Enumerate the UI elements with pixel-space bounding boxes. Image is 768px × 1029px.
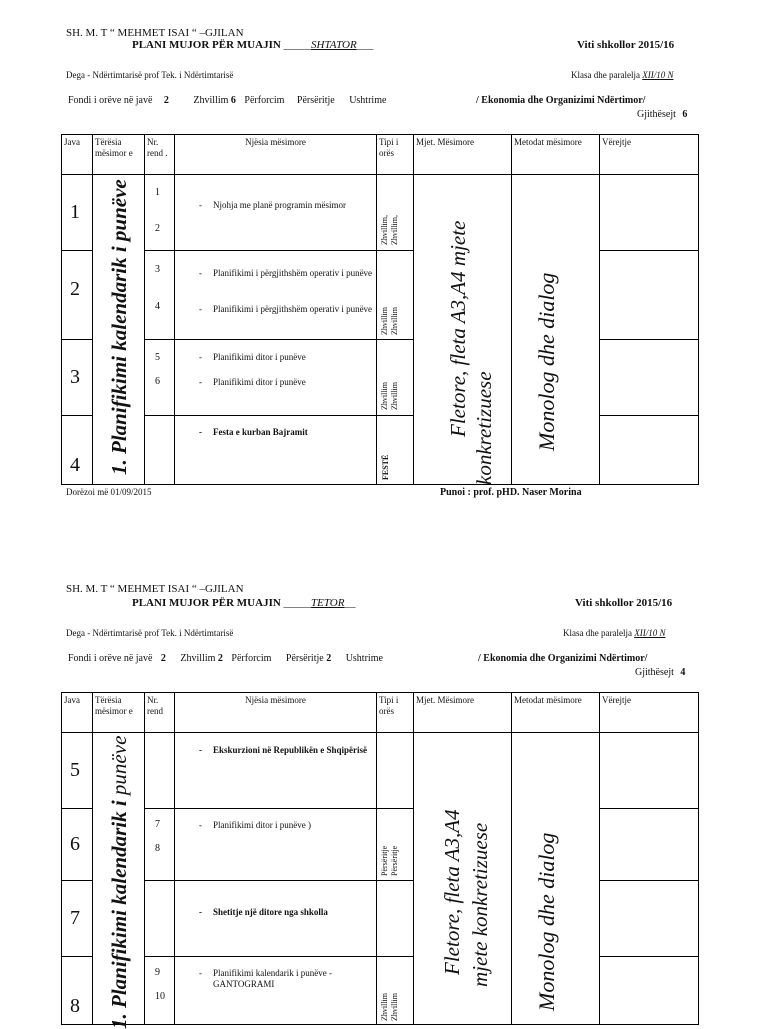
mjet-text-line1: Fletore, fleta A3,A4 mjete [446,220,470,437]
fondi-label: Fondi i orëve në javë [68,95,153,106]
class-label: Klasa dhe paralelja [571,70,640,80]
java-cell [62,251,93,340]
plan-table-1 [61,134,699,485]
table-row [62,251,699,340]
metodat-text: Monolog dhe dialog [534,832,559,1011]
table-header-row [62,135,699,175]
nr-cell [145,957,175,1025]
class-label: Klasa dhe paralelja [563,628,632,638]
table-row [62,957,699,1025]
tipi-cell [377,340,414,416]
department: Dega - Ndërtimtarisë prof Tek. i Ndërtimtarisë [66,628,234,638]
verejtje-cell [600,733,699,809]
subject-name: / Ekonomia dhe Organizimi Ndërtimor/ [476,95,646,106]
fondi-value: 2 [163,95,169,106]
tipi-text: Zhvillim [390,307,399,335]
njesia-cell [175,416,377,485]
month-post: __ [344,597,356,609]
njesia-text: Ekskurzioni në Republikën e Shqipërisë [213,745,368,755]
nr-value: 6 [155,376,160,387]
verejtje-cell [600,340,699,416]
header-nr: Nr. rend . [145,135,175,175]
footer-submitted: Dorëzoi më 01/09/2015 [66,487,152,497]
month-pre: _____ [283,39,312,51]
njesia-text: Planifikimi i përgjithshëm operativ i punëve [213,304,373,314]
nr-cell [145,251,175,340]
mjet-cell [414,733,512,1025]
header-mjet: Mjet. Mësimore [414,135,512,175]
njesia-item: - Ekskurzioni në Republikën e Shqipërisë [199,745,368,755]
java-number: 2 [70,278,80,300]
total-hours [635,667,685,678]
tipi-text: Zhvillim [380,307,389,335]
njesia-item: - Planifikimi ditor i punëve [199,352,306,362]
tipi-text: Zhvillim [390,993,399,1021]
njesia-cell [175,881,377,957]
total-label: Gjithësejt [635,667,674,678]
header-tipi: Tipi i orës [377,135,414,175]
class-info [563,628,665,638]
teresia-cell [93,175,145,485]
nr-cell [145,881,175,957]
njesia-item: - Shetitje një ditore nga shkolla [199,907,328,917]
mjet-cell [414,175,512,485]
njesia-item: - Planifikimi kalendarik i punëve - GANTOGRAMI [199,968,332,989]
teresia-text-italic: punëve [107,735,131,796]
nr-value: 7 [155,819,160,830]
total-value: 6 [682,109,688,120]
nr-cell [145,416,175,485]
njesia-text: Shetitje një ditore nga shkolla [213,907,328,917]
njesia-text: Planifikimi ditor i punëve [213,352,306,362]
nr-cell [145,809,175,881]
java-number: 6 [70,833,80,855]
tipi-cell [377,957,414,1025]
tipi-text: Zhvillim, [380,215,389,245]
plan-title [132,597,355,609]
njesia-text: Njohja me planë programin mësimor [213,200,346,210]
department: Dega - Ndërtimtarisë prof Tek. i Ndërtimtarisë [66,70,234,80]
plan-title-prefix: PLANI MUJOR PËR MUAJIN [132,39,281,51]
mjet-text-line2: mjete konkretizuese [468,822,492,987]
table-row [62,416,699,485]
tipi-text: FESTË [381,454,390,480]
java-number: 3 [70,366,80,388]
java-cell [62,175,93,251]
njesia-cell [175,957,377,1025]
tipi-text: Përsëritje [380,845,389,876]
tipi-cell [377,175,414,251]
nr-value: 10 [155,991,165,1002]
subject-name: / Ekonomia dhe Organizimi Ndërtimor/ [478,653,648,664]
header-nr: Nr. rend [145,693,175,733]
table-row [62,175,699,251]
footer-author: Punoi : prof. pHD. Naser Morina [440,487,582,498]
perforcim-label: Përforcim [244,95,285,106]
header-teresia: Tërësia mësimor e [93,135,145,175]
njesia-cell [175,809,377,881]
header-metodat: Metodat mësimore [512,693,600,733]
mjet-text-line2: konkretizuese [472,371,496,485]
ushtrime-label: Ushtrime [345,653,383,664]
njesia-item: - Planifikimi i përgjithshëm operativ i punëve [199,304,373,314]
tipi-text: Zhvillim [380,382,389,410]
tipi-cell [377,881,414,957]
fondi-value: 2 [160,653,166,664]
nr-cell [145,340,175,416]
njesia-item: - Planifikimi i përgjithshëm operativ i punëve [199,268,373,278]
tipi-cell [377,251,414,340]
perforcim-label: Përforcim [231,653,272,664]
nr-value: 3 [155,264,160,275]
teresia-text-bold: 1. Planifikimi kalendarik i [107,800,131,1029]
school-name: SH. M. T “ MEHMET ISAI “ –GJILAN [66,583,244,595]
zhvillim-label: Zhvillim [193,95,229,106]
nr-value: 9 [155,967,160,978]
table-row [62,809,699,881]
class-info [571,70,673,80]
verejtje-cell [600,881,699,957]
nr-value: 2 [155,223,160,234]
verejtje-cell [600,957,699,1025]
nr-cell [145,733,175,809]
metodat-cell [512,733,600,1025]
teresia-text [107,736,132,1029]
java-number: 4 [70,454,80,476]
zhvillim-value: 6 [230,95,236,106]
class-value: XII/10 N [642,70,674,80]
plan-title [132,39,373,51]
header-njesia: Njësia mësimore [175,693,377,733]
plan-title-prefix: PLANI MUJOR PËR MUAJIN [132,597,281,609]
njesia-cell [175,175,377,251]
metodat-text: Monolog dhe dialog [534,272,559,451]
table-row [62,881,699,957]
java-cell [62,733,93,809]
java-cell [62,416,93,485]
java-number: 5 [70,759,80,781]
njesia-text: Festa e kurban Bajramit [213,427,308,437]
header-tipi: Tipi i orës [377,693,414,733]
verejtje-cell [600,416,699,485]
hours-summary [68,95,386,106]
header-verejtje: Vërejtje [600,135,699,175]
fondi-label: Fondi i orëve në javë [68,653,153,664]
java-cell [62,809,93,881]
header-java: Java [62,135,93,175]
nr-value: 5 [155,352,160,363]
metodat-cell [512,175,600,485]
header-java: Java [62,693,93,733]
school-name: SH. M. T “ MEHMET ISAI “ –GJILAN [66,27,244,39]
perseritje-label: Përsëritje [285,653,324,664]
java-cell [62,340,93,416]
verejtje-cell [600,175,699,251]
njesia-text: Planifikimi ditor i punëve [213,377,306,387]
java-number: 1 [70,201,80,223]
tipi-text: Përsëritje [390,845,399,876]
tipi-text: Zhvillim [380,993,389,1021]
tipi-text: Zhvillim [390,382,399,410]
njesia-item: - Planifikimi ditor i punëve ) [199,820,311,830]
month-post: ___ [356,39,374,51]
month-value: TETOR [311,597,345,609]
ushtrime-label: Ushtrime [349,95,387,106]
table-row [62,340,699,416]
tipi-text: Zhvillim, [390,215,399,245]
perseritje-label: Përsëritje [296,95,335,106]
table-row [62,733,699,809]
java-number: 7 [70,907,80,929]
month-value: SHTATOR [311,39,357,51]
header-njesia: Njësia mësimore [175,135,377,175]
nr-value: 4 [155,301,160,312]
header-teresia: Tërësia mësimor e [93,693,145,733]
tipi-cell [377,416,414,485]
verejtje-cell [600,251,699,340]
class-value: XII/10 N [634,628,666,638]
njesia-item: - Festa e kurban Bajramit [199,427,308,437]
header-verejtje: Vërejtje [600,693,699,733]
tipi-cell [377,733,414,809]
total-hours [637,109,687,120]
plan-table-2 [61,692,699,1029]
teresia-text: 1. Planifikimi kalendarik i punëve [107,179,131,475]
njesia-item: - Njohja me planë programin mësimor [199,200,346,210]
verejtje-cell [600,809,699,881]
school-year: Viti shkollor 2015/16 [577,39,675,51]
mjet-text-line1: Fletore, fleta A3,A4 [440,809,464,975]
java-cell [62,881,93,957]
header-mjet: Mjet. Mësimore [414,693,512,733]
table-header-row [62,693,699,733]
total-label: Gjithësejt [637,109,676,120]
school-year: Viti shkollor 2015/16 [575,597,673,609]
njesia-cell [175,340,377,416]
njesia-cell [175,251,377,340]
month-pre: _____ [283,597,312,609]
header-metodat: Metodat mësimore [512,135,600,175]
total-value: 4 [680,667,686,678]
teresia-cell [93,733,145,1029]
nr-value: 8 [155,843,160,854]
hours-summary [68,653,383,664]
perseritje-value: 2 [326,653,332,664]
njesia-cell [175,733,377,809]
njesia-text: Planifikimi i përgjithshëm operativ i punëve [213,268,373,278]
nr-cell [145,175,175,251]
zhvillim-value: 2 [217,653,223,664]
njesia-text: Planifikimi ditor i punëve ) [213,820,311,830]
zhvillim-label: Zhvillim [180,653,216,664]
nr-value: 1 [155,187,160,198]
java-number: 8 [70,995,80,1017]
njesia-text: Planifikimi kalendarik i punëve - GANTOGRAMI [213,968,332,989]
java-cell [62,957,93,1025]
tipi-cell [377,809,414,881]
njesia-item: - Planifikimi ditor i punëve [199,377,306,387]
